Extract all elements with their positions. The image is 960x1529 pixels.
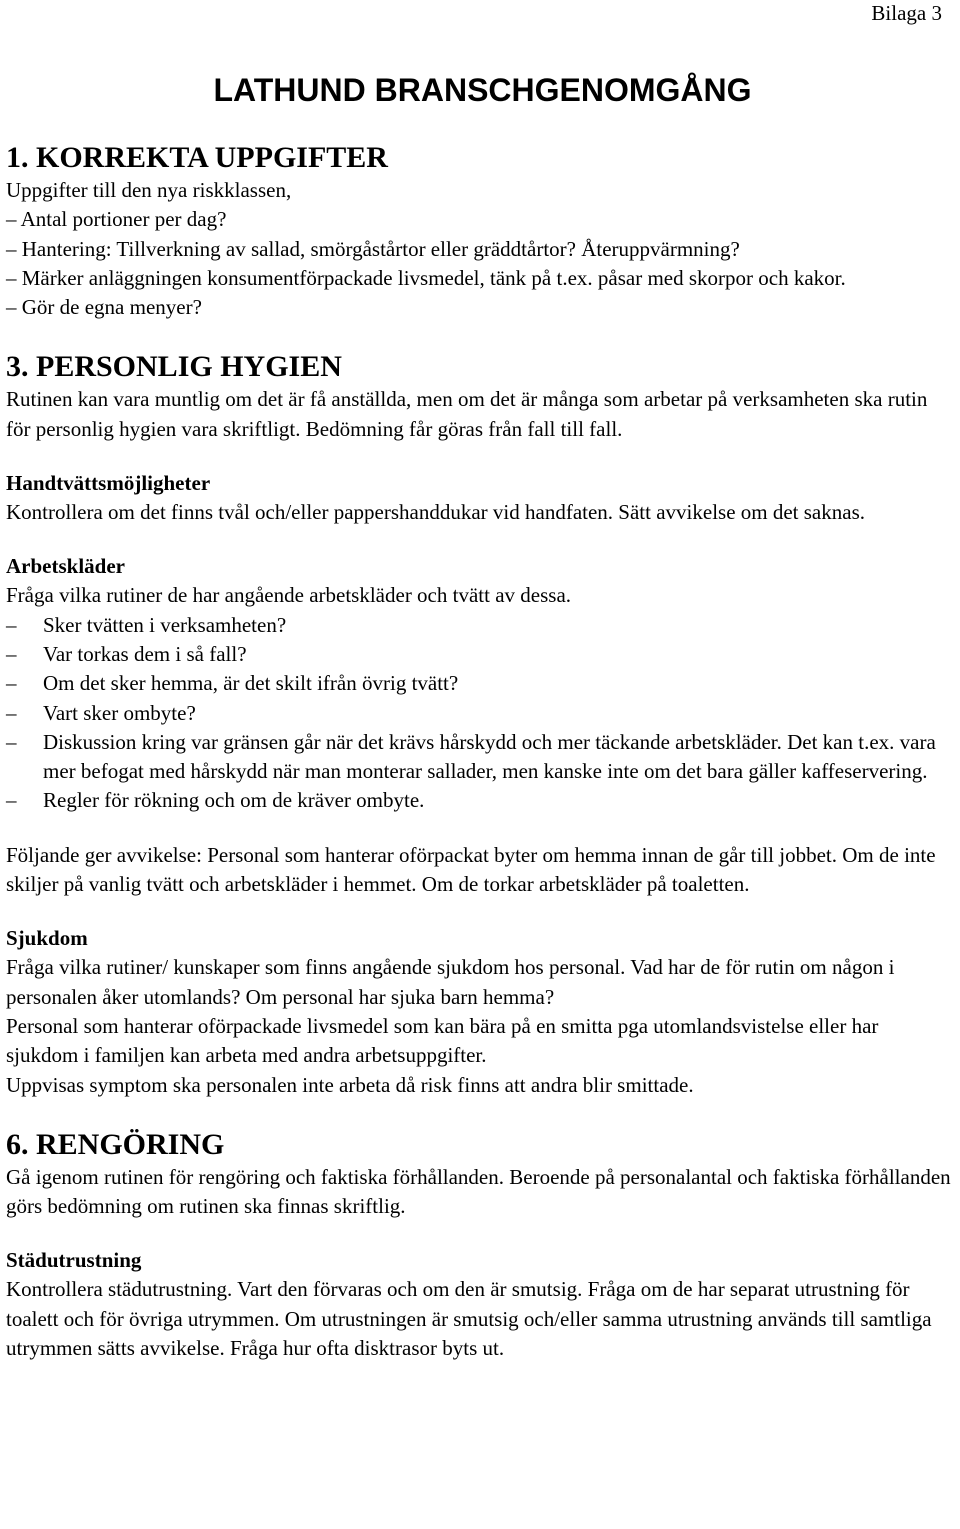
appendix-label: Bilaga 3 bbox=[871, 1, 942, 25]
sjukdom-text: Uppvisas symptom ska personalen inte arbeta då risk finns att andra blir smittade. bbox=[6, 1072, 694, 1097]
list-item-text: Om det sker hemma, är det skilt ifrån övrig tvätt? bbox=[43, 671, 459, 696]
section-3-heading: 3. PERSONLIG HYGIEN bbox=[6, 350, 342, 384]
handtvatt-text: Kontrollera om det finns tvål och/eller pappershanddukar vid handfaten. Sätt avvikelse om det saknas. bbox=[6, 500, 866, 525]
sjukdom-text: Personal som hanterar oförpackade livsmedel som kan bära på en smitta pga utomlandsvistelse eller har sjukdom i familjen kan arbeta med andra arbetsuppgifter. bbox=[6, 1013, 879, 1068]
list-item-text: Var torkas dem i så fall? bbox=[43, 641, 247, 666]
stadutrustning-heading: Städutrustning bbox=[6, 1248, 142, 1273]
list-item-text: Vart sker ombyte? bbox=[43, 700, 196, 725]
arbetsklader-intro: Fråga vilka rutiner de har angående arbetskläder och tvätt av dessa. bbox=[6, 583, 572, 608]
list-item bbox=[6, 786, 954, 815]
spacer bbox=[6, 322, 954, 349]
list-item bbox=[6, 611, 954, 640]
section-1-intro: Uppgifter till den nya riskklassen, bbox=[6, 178, 292, 202]
dash-bullet-icon: – bbox=[6, 641, 17, 666]
document-body bbox=[6, 140, 954, 1363]
section-3-intro: Rutinen kan vara muntlig om det är få anställda, men om det är många som arbetar på verksamheten ska rutin för personlig hygien vara skriftligt. Bedömning får göras från fall till fall. bbox=[6, 387, 928, 441]
list-item bbox=[6, 640, 954, 669]
sjukdom-text: Fråga vilka rutiner/ kunskaper som finns angående sjukdom hos personal. Vad har de för rutin om någon i personalen åker utomlands? Om personal har sjuka barn hemma? bbox=[6, 955, 895, 1009]
section-6-heading: 6. RENGÖRING bbox=[6, 1127, 225, 1161]
spacer bbox=[6, 444, 954, 469]
sjukdom-heading: Sjukdom bbox=[6, 926, 88, 951]
handtvatt-heading: Handtvättsmöjligheter bbox=[6, 471, 211, 496]
list-item bbox=[6, 728, 954, 787]
dash-bullet-icon: – bbox=[6, 729, 17, 754]
arbetsklader-heading: Arbetskläder bbox=[6, 554, 125, 579]
dash-bullet-icon: – bbox=[6, 671, 17, 696]
stadutrustning-text: Kontrollera städutrustning. Vart den förvaras och om den är smutsig. Fråga om de har separat utrustning för toalett och för övriga utrymmen. Om utrustningen är smutsig och/eller samma utrustning används till samtliga utrymmen sätts avvikelse. Fråga hur ofta disktrasor byts ut. bbox=[6, 1277, 932, 1361]
section-1-item: – Antal portioner per dag? bbox=[6, 207, 227, 232]
spacer bbox=[6, 816, 954, 841]
spacer bbox=[6, 1100, 954, 1127]
list-item-text: Sker tvätten i verksamheten? bbox=[43, 612, 287, 637]
avvikelse-text: Följande ger avvikelse: Personal som hanterar oförpackat byter om hemma innan de går till jobbet. Om de inte skiljer på vanlig tvätt och arbetskläder i hemmet. Om de torkar arbetskläder på toaletten. bbox=[6, 842, 936, 897]
list-item-text: Regler för rökning och om de kräver ombyte. bbox=[43, 788, 425, 813]
section-1-heading: 1. KORREKTA UPPGIFTER bbox=[6, 141, 388, 174]
section-6-intro: Gå igenom rutinen för rengöring och faktiska förhållanden. Beroende på personalantal och faktiska förhållanden görs bedömning om rutinen ska finnas skriftlig. bbox=[6, 1164, 951, 1219]
list-item bbox=[6, 699, 954, 728]
arbetsklader-list bbox=[6, 611, 954, 816]
document-title: LATHUND BRANSCHGENOMGÅNG bbox=[213, 72, 752, 108]
dash-bullet-icon: – bbox=[6, 788, 17, 813]
section-1-item: – Märker anläggningen konsumentförpackade livsmedel, tänk på t.ex. påsar med skorpor och kakor. bbox=[6, 265, 846, 290]
list-item-text: Diskussion kring var gränsen går när det krävs hårskydd och mer täckande arbetskläder. Det kan t.ex. vara mer befogat med hårskydd när man monterar sallader, men kanske inte om det bara gäller kaffeservering. bbox=[43, 729, 936, 784]
spacer bbox=[6, 899, 954, 924]
list-item bbox=[6, 669, 954, 698]
spacer bbox=[6, 1221, 954, 1246]
dash-bullet-icon: – bbox=[6, 612, 17, 637]
spacer bbox=[6, 527, 954, 552]
dash-bullet-icon: – bbox=[6, 700, 17, 725]
section-1-item: – Gör de egna menyer? bbox=[6, 295, 202, 320]
section-1-item: – Hantering: Tillverkning av sallad, smörgåstårtor eller gräddtårtor? Återuppvärmning? bbox=[6, 236, 740, 261]
